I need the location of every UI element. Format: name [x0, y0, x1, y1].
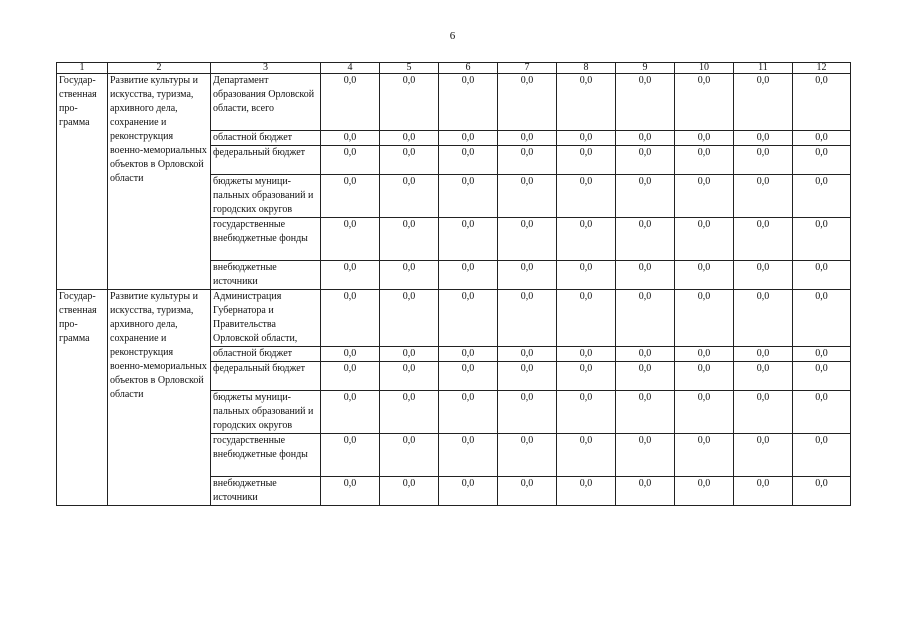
value-cell: 0,0	[380, 347, 439, 362]
value-cell: 0,0	[380, 391, 439, 434]
funding-source-cell: федеральный бюджет	[211, 362, 321, 391]
table-row	[57, 290, 851, 347]
value-cell: 0,0	[321, 391, 380, 434]
value-cell: 0,0	[380, 362, 439, 391]
value-cell: 0,0	[557, 131, 616, 146]
value-cell: 0,0	[616, 290, 675, 347]
value-cell: 0,0	[498, 218, 557, 261]
header-row	[57, 63, 851, 74]
column-header: 1	[57, 63, 108, 74]
value-cell: 0,0	[793, 218, 851, 261]
value-cell: 0,0	[675, 261, 734, 290]
program-status-cell: Государ-ственная про-грамма	[57, 290, 108, 506]
column-header: 3	[211, 63, 321, 74]
value-cell: 0,0	[734, 347, 793, 362]
value-cell: 0,0	[734, 74, 793, 131]
value-cell: 0,0	[439, 362, 498, 391]
value-cell: 0,0	[321, 347, 380, 362]
value-cell: 0,0	[557, 290, 616, 347]
value-cell: 0,0	[793, 347, 851, 362]
value-cell: 0,0	[557, 146, 616, 175]
funding-source-cell: государственные внебюджетные фонды	[211, 218, 321, 261]
value-cell: 0,0	[793, 362, 851, 391]
value-cell: 0,0	[616, 74, 675, 131]
value-cell: 0,0	[616, 131, 675, 146]
value-cell: 0,0	[616, 391, 675, 434]
funding-source-cell: областной бюджет	[211, 131, 321, 146]
value-cell: 0,0	[675, 74, 734, 131]
value-cell: 0,0	[616, 362, 675, 391]
value-cell: 0,0	[675, 290, 734, 347]
funding-source-cell: государственные внебюджетные фонды	[211, 434, 321, 477]
value-cell: 0,0	[675, 218, 734, 261]
value-cell: 0,0	[734, 261, 793, 290]
value-cell: 0,0	[793, 434, 851, 477]
value-cell: 0,0	[321, 175, 380, 218]
value-cell: 0,0	[321, 261, 380, 290]
value-cell: 0,0	[439, 290, 498, 347]
value-cell: 0,0	[380, 261, 439, 290]
column-header: 11	[734, 63, 793, 74]
value-cell: 0,0	[380, 175, 439, 218]
value-cell: 0,0	[616, 146, 675, 175]
value-cell: 0,0	[557, 347, 616, 362]
value-cell: 0,0	[734, 218, 793, 261]
value-cell: 0,0	[734, 434, 793, 477]
value-cell: 0,0	[321, 218, 380, 261]
value-cell: 0,0	[439, 477, 498, 506]
value-cell: 0,0	[380, 477, 439, 506]
program-name-cell: Развитие культуры и искусства, туризма, архивного дела, сохранение и реконструкция военно-мемориальных объектов в Орловской области	[108, 74, 211, 290]
value-cell: 0,0	[675, 131, 734, 146]
value-cell: 0,0	[557, 261, 616, 290]
value-cell: 0,0	[498, 434, 557, 477]
value-cell: 0,0	[734, 391, 793, 434]
funding-source-cell: внебюджетные источники	[211, 261, 321, 290]
value-cell: 0,0	[675, 391, 734, 434]
value-cell: 0,0	[557, 477, 616, 506]
value-cell: 0,0	[439, 218, 498, 261]
value-cell: 0,0	[321, 434, 380, 477]
value-cell: 0,0	[557, 74, 616, 131]
page-number: 6	[449, 30, 456, 42]
value-cell: 0,0	[793, 477, 851, 506]
funding-source-cell: Департамент образования Орловской области, всего	[211, 74, 321, 131]
value-cell: 0,0	[498, 175, 557, 218]
value-cell: 0,0	[498, 131, 557, 146]
value-cell: 0,0	[616, 218, 675, 261]
value-cell: 0,0	[380, 218, 439, 261]
value-cell: 0,0	[498, 347, 557, 362]
value-cell: 0,0	[498, 477, 557, 506]
value-cell: 0,0	[321, 74, 380, 131]
column-header: 12	[793, 63, 851, 74]
value-cell: 0,0	[675, 347, 734, 362]
value-cell: 0,0	[675, 362, 734, 391]
value-cell: 0,0	[616, 434, 675, 477]
value-cell: 0,0	[675, 175, 734, 218]
value-cell: 0,0	[321, 477, 380, 506]
funding-source-cell: бюджеты муници-пальных образований и городских округов	[211, 391, 321, 434]
table-row	[57, 74, 851, 131]
program-status-cell: Государ-ственная про-грамма	[57, 74, 108, 290]
budget-table	[56, 62, 851, 506]
value-cell: 0,0	[734, 362, 793, 391]
value-cell: 0,0	[439, 175, 498, 218]
value-cell: 0,0	[439, 347, 498, 362]
value-cell: 0,0	[439, 391, 498, 434]
value-cell: 0,0	[793, 391, 851, 434]
value-cell: 0,0	[793, 290, 851, 347]
value-cell: 0,0	[498, 146, 557, 175]
value-cell: 0,0	[439, 131, 498, 146]
column-header: 6	[439, 63, 498, 74]
value-cell: 0,0	[380, 434, 439, 477]
value-cell: 0,0	[616, 347, 675, 362]
value-cell: 0,0	[498, 261, 557, 290]
funding-source-cell: бюджеты муници-пальных образований и городских округов	[211, 175, 321, 218]
value-cell: 0,0	[439, 434, 498, 477]
column-header: 5	[380, 63, 439, 74]
column-header: 4	[321, 63, 380, 74]
value-cell: 0,0	[734, 290, 793, 347]
value-cell: 0,0	[616, 477, 675, 506]
value-cell: 0,0	[557, 362, 616, 391]
value-cell: 0,0	[793, 131, 851, 146]
program-name-cell: Развитие культуры и искусства, туризма, архивного дела, сохранение и реконструкция военно-мемориальных объектов в Орловской области	[108, 290, 211, 506]
value-cell: 0,0	[734, 477, 793, 506]
value-cell: 0,0	[557, 434, 616, 477]
value-cell: 0,0	[498, 391, 557, 434]
value-cell: 0,0	[557, 218, 616, 261]
funding-source-cell: федеральный бюджет	[211, 146, 321, 175]
value-cell: 0,0	[321, 290, 380, 347]
value-cell: 0,0	[557, 175, 616, 218]
column-header: 7	[498, 63, 557, 74]
value-cell: 0,0	[498, 290, 557, 347]
value-cell: 0,0	[321, 362, 380, 391]
value-cell: 0,0	[616, 261, 675, 290]
value-cell: 0,0	[439, 74, 498, 131]
column-header: 8	[557, 63, 616, 74]
funding-source-cell: областной бюджет	[211, 347, 321, 362]
value-cell: 0,0	[439, 261, 498, 290]
value-cell: 0,0	[616, 175, 675, 218]
value-cell: 0,0	[793, 74, 851, 131]
value-cell: 0,0	[793, 146, 851, 175]
funding-source-cell: внебюджетные источники	[211, 477, 321, 506]
column-header: 2	[108, 63, 211, 74]
value-cell: 0,0	[380, 146, 439, 175]
value-cell: 0,0	[734, 131, 793, 146]
value-cell: 0,0	[380, 131, 439, 146]
funding-source-cell: Администрация Губернатора и Правительства Орловской области,	[211, 290, 321, 347]
value-cell: 0,0	[439, 146, 498, 175]
value-cell: 0,0	[675, 146, 734, 175]
value-cell: 0,0	[793, 175, 851, 218]
value-cell: 0,0	[321, 146, 380, 175]
column-header: 10	[675, 63, 734, 74]
value-cell: 0,0	[734, 175, 793, 218]
value-cell: 0,0	[793, 261, 851, 290]
value-cell: 0,0	[675, 434, 734, 477]
value-cell: 0,0	[734, 146, 793, 175]
value-cell: 0,0	[498, 74, 557, 131]
column-header: 9	[616, 63, 675, 74]
value-cell: 0,0	[498, 362, 557, 391]
value-cell: 0,0	[380, 290, 439, 347]
value-cell: 0,0	[675, 477, 734, 506]
value-cell: 0,0	[557, 391, 616, 434]
value-cell: 0,0	[380, 74, 439, 131]
value-cell: 0,0	[321, 131, 380, 146]
